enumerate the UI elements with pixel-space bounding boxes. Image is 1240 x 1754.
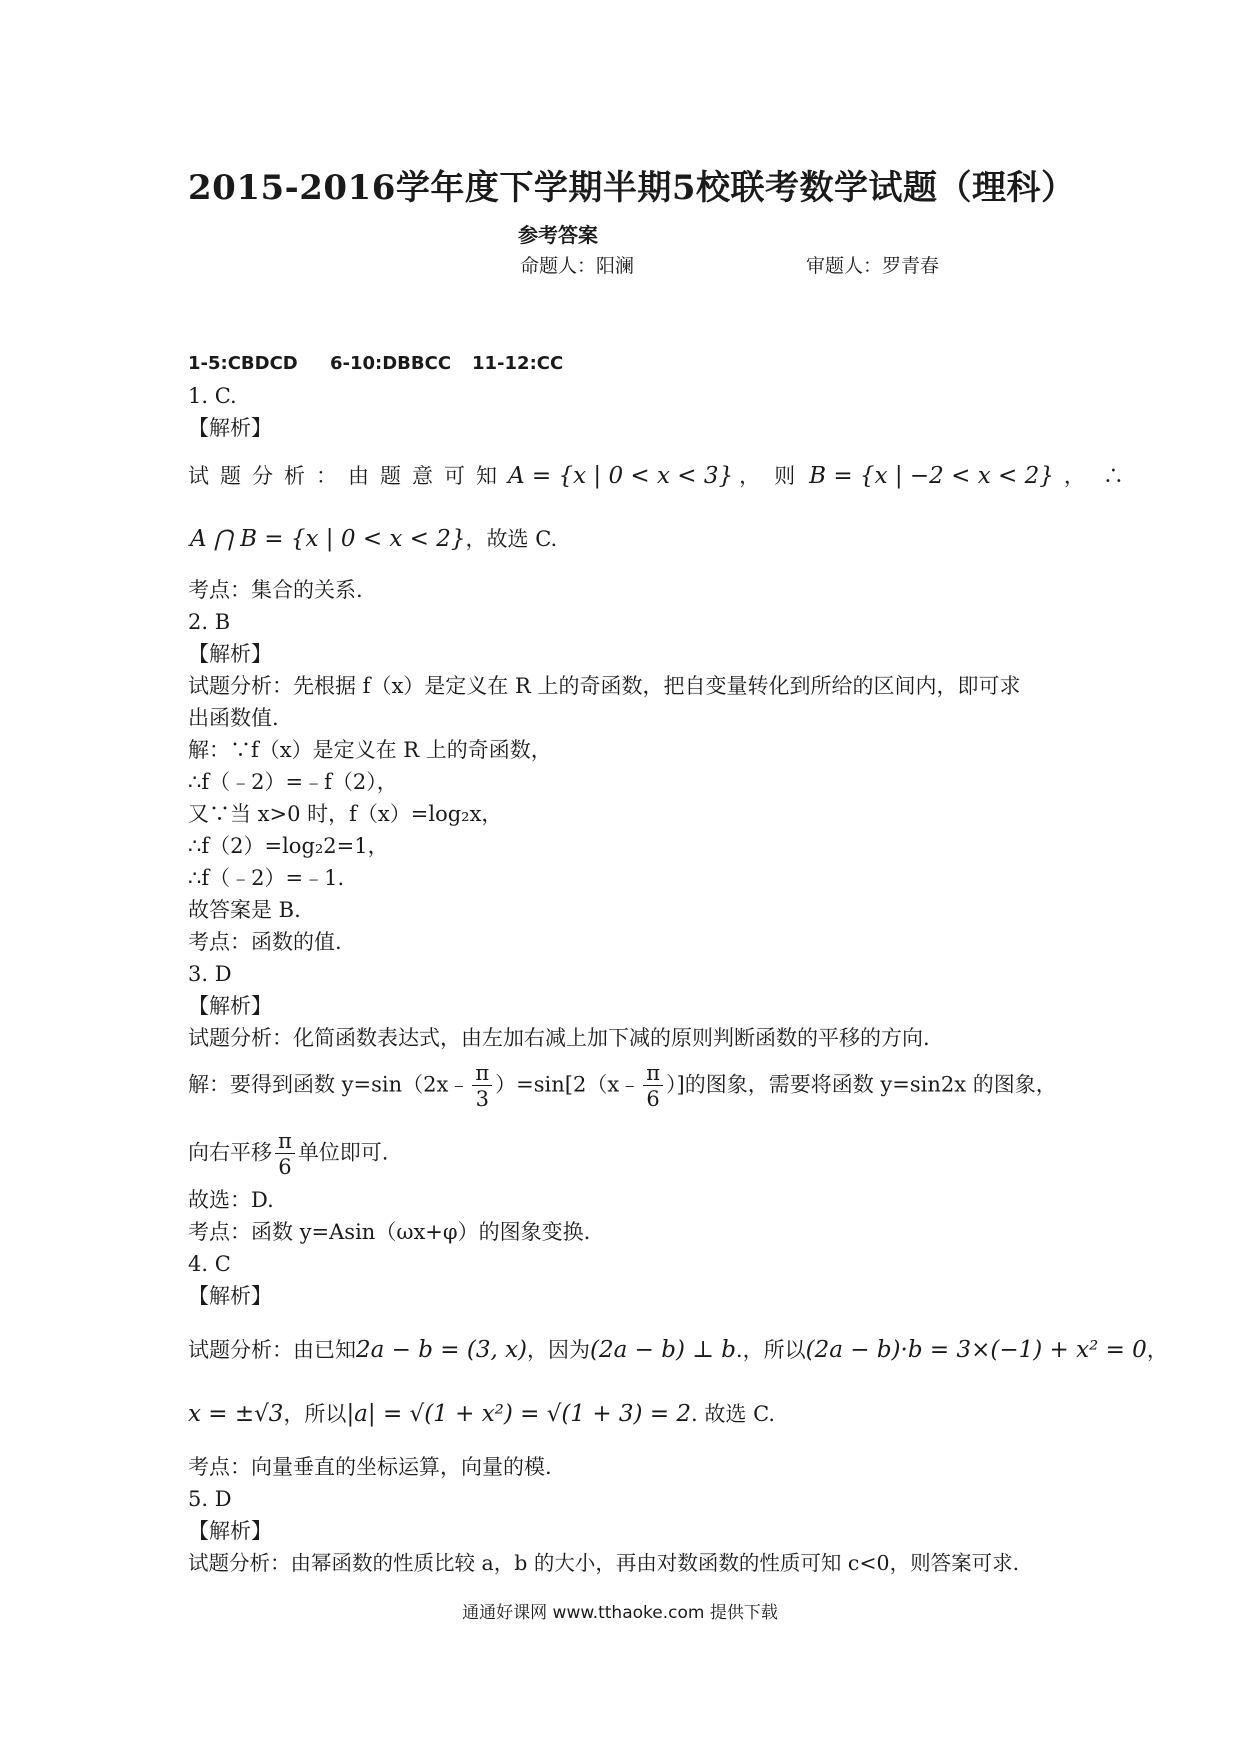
dot-product-expression: (2a − b)·b = 3×(−1) + x² = 0 — [805, 1337, 1147, 1363]
q5-answer: 5. D — [188, 1487, 232, 1511]
q1-analysis-line1 — [188, 465, 1142, 488]
answer-key-11-12: 11-12:CC — [472, 353, 564, 374]
q4-p2: ，因为 — [527, 1338, 591, 1362]
q4-analysis-line1 — [188, 1339, 1168, 1362]
q4-r2: ，所以 — [283, 1402, 347, 1426]
q1-ze: ，则 — [739, 464, 810, 488]
q2-line5: 又∵当 x>0 时，f（x）=log₂x， — [188, 802, 503, 826]
denominator-6: 6 — [646, 1087, 660, 1112]
q3-shift-line — [188, 1130, 389, 1178]
set-a-expression: A = {x | 0 < x < 3} — [508, 463, 734, 489]
q5-jiexi: 【解析】 — [188, 1519, 272, 1543]
q1-therefore: ，∴ — [1063, 464, 1142, 488]
q3-line1: 试题分析：化简函数表达式，由左加右减上加下减的原则判断函数的平移的方向. — [188, 1026, 930, 1050]
q2-line4: ∴f（﹣2）=﹣f（2）， — [188, 770, 398, 794]
q3-sol-part2: ）=sin[2（x﹣ — [495, 1072, 641, 1097]
q1-jiexi: 【解析】 — [188, 416, 272, 440]
q2-kaodian: 考点：函数的值. — [188, 930, 342, 954]
q3-shift-part2: 单位即可. — [297, 1140, 389, 1165]
q4-p3: .，所以 — [735, 1338, 806, 1362]
denominator-3: 3 — [475, 1087, 489, 1112]
answer-key-1-5: 1-5:CBDCD — [188, 353, 298, 374]
pi-symbol: π — [275, 1130, 295, 1154]
q1-analysis-lead: 试题分析：由题意可知 — [188, 464, 508, 488]
q4-r4: . 故选 C. — [691, 1402, 776, 1426]
subtitle: 参考答案 — [518, 223, 598, 247]
q1-choose: ，故选 C. — [465, 527, 558, 551]
pi-symbol: π — [472, 1062, 492, 1086]
q3-answer: 3. D — [188, 962, 232, 986]
q2-line2: 出函数值. — [188, 706, 279, 730]
q3-solution-line — [188, 1062, 1057, 1110]
q2-line1: 试题分析：先根据 f（x）是定义在 R 上的奇函数，把自变量转化到所给的区间内，即可求 — [188, 674, 1021, 698]
setter: 命题人：阳澜 — [520, 255, 635, 277]
q2-line8: 故答案是 B. — [188, 898, 301, 922]
q1-analysis-line2 — [190, 528, 557, 551]
denominator-6: 6 — [278, 1155, 292, 1180]
fraction-pi-over-6 — [643, 1062, 663, 1110]
q5-line1: 试题分析：由幂函数的性质比较 a，b 的大小，再由对数函数的性质可知 c<0，则答案可求. — [188, 1551, 1020, 1575]
reviewer: 审题人：罗青春 — [806, 255, 940, 277]
pi-symbol: π — [643, 1062, 663, 1086]
q2-line7: ∴f（﹣2）=﹣1. — [188, 866, 345, 890]
q4-answer: 4. C — [188, 1252, 231, 1276]
q4-jiexi: 【解析】 — [188, 1284, 272, 1308]
q3-kaodian: 考点：函数 y=Asin（ωx+φ）的图象变换. — [188, 1220, 591, 1244]
q4-analysis-line2 — [188, 1403, 775, 1426]
perpendicular-expression: (2a − b) ⊥ b — [590, 1337, 736, 1363]
q4-p1: 试题分析：由已知 — [188, 1338, 356, 1362]
q4-p4: ， — [1146, 1338, 1168, 1362]
q3-sol-part1: 解：要得到函数 y=sin（2x﹣ — [188, 1072, 470, 1097]
q4-kaodian: 考点：向量垂直的坐标运算，向量的模. — [188, 1455, 552, 1479]
q2-line6: ∴f（2）=log₂2=1， — [188, 834, 389, 858]
x-value-expression: x = ±√3 — [188, 1401, 284, 1427]
q3-sol-part3: ）]的图象，需要将函数 y=sin2x 的图象， — [666, 1072, 1057, 1097]
q2-answer: 2. B — [188, 610, 231, 634]
q3-choose: 故选：D. — [188, 1188, 274, 1212]
answer-key-6-10: 6-10:DBBCC — [330, 353, 452, 374]
fraction-pi-over-3 — [472, 1062, 492, 1110]
q2-line3: 解：∵f（x）是定义在 R 上的奇函数， — [188, 738, 552, 762]
set-b-expression: B = {x | −2 < x < 2} — [809, 463, 1054, 489]
intersection-expression: A ⋂ B = {x | 0 < x < 2} — [190, 526, 466, 552]
q2-jiexi: 【解析】 — [188, 642, 272, 666]
q3-shift-part1: 向右平移 — [188, 1140, 272, 1165]
q1-kaodian: 考点：集合的关系. — [188, 578, 363, 602]
footer-source: 通通好课网 www.tthaoke.com 提供下载 — [462, 1603, 778, 1623]
magnitude-expression: |a| = √(1 + x²) = √(1 + 3) = 2 — [346, 1401, 692, 1427]
vector-equation-1: 2a − b = (3, x) — [356, 1337, 528, 1363]
page-title: 2015-2016学年度下学期半期5校联考数学试题（理科） — [188, 168, 1076, 208]
fraction-pi-over-6 — [275, 1130, 295, 1178]
q3-jiexi: 【解析】 — [188, 994, 272, 1018]
q1-answer: 1. C. — [188, 384, 237, 408]
